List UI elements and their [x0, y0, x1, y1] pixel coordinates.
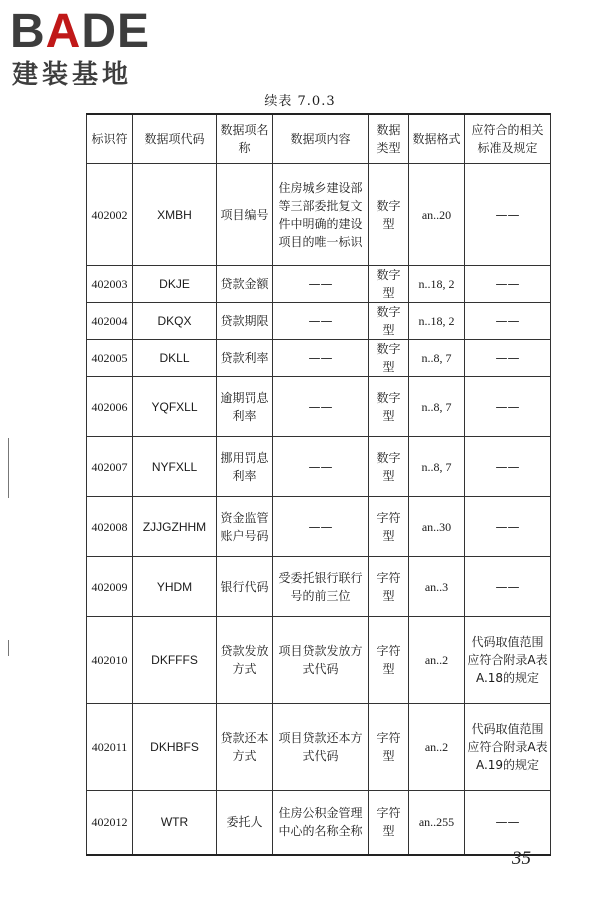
cell-format: an..3: [409, 557, 465, 617]
cell-content: 项目贷款还本方式代码: [273, 704, 369, 791]
header-code: 数据项代码: [133, 114, 217, 164]
cell-standard: 代码取值范围应符合附录A表A.18的规定: [465, 617, 551, 704]
cell-name: 资金监管账户号码: [217, 497, 273, 557]
cell-type: 字符型: [369, 617, 409, 704]
header-content: 数据项内容: [273, 114, 369, 164]
table-row: [87, 497, 551, 557]
table-row: [87, 266, 551, 303]
table-row: [87, 164, 551, 266]
cell-type: 数字型: [369, 164, 409, 266]
header-format: 数据格式: [409, 114, 465, 164]
cell-format: an..20: [409, 164, 465, 266]
header-type: 数据类型: [369, 114, 409, 164]
table-row: [87, 437, 551, 497]
cell-standard: ——: [465, 266, 551, 303]
cell-code: DKHBFS: [133, 704, 217, 791]
cell-name: 逾期罚息利率: [217, 377, 273, 437]
cell-format: n..18, 2: [409, 303, 465, 340]
cell-name: 贷款利率: [217, 340, 273, 377]
cell-standard: ——: [465, 377, 551, 437]
cell-standard: ——: [465, 340, 551, 377]
cell-format: an..2: [409, 617, 465, 704]
margin-mark: [8, 640, 9, 656]
cell-code: DKQX: [133, 303, 217, 340]
cell-name: 贷款金额: [217, 266, 273, 303]
cell-name: 挪用罚息利率: [217, 437, 273, 497]
table-row: [87, 617, 551, 704]
cell-code: YHDM: [133, 557, 217, 617]
cell-standard: ——: [465, 437, 551, 497]
header-name: 数据项名称: [217, 114, 273, 164]
cell-format: n..8, 7: [409, 437, 465, 497]
cell-content: ——: [273, 340, 369, 377]
cell-id: 402007: [87, 437, 133, 497]
cell-content: ——: [273, 377, 369, 437]
cell-format: an..2: [409, 704, 465, 791]
cell-name: 贷款发放方式: [217, 617, 273, 704]
table-row: [87, 340, 551, 377]
cell-code: DKLL: [133, 340, 217, 377]
cell-format: n..18, 2: [409, 266, 465, 303]
logo-subtitle: 建装基地: [12, 60, 133, 90]
cell-id: 402012: [87, 791, 133, 855]
cell-code: NYFXLL: [133, 437, 217, 497]
cell-type: 字符型: [369, 704, 409, 791]
cell-name: 贷款期限: [217, 303, 273, 340]
cell-code: ZJJGZHHM: [133, 497, 217, 557]
cell-standard: ——: [465, 791, 551, 855]
cell-name: 委托人: [217, 791, 273, 855]
cell-code: XMBH: [133, 164, 217, 266]
cell-name: 银行代码: [217, 557, 273, 617]
cell-content: ——: [273, 303, 369, 340]
cell-id: 402006: [87, 377, 133, 437]
cell-type: 数字型: [369, 340, 409, 377]
cell-content: 项目贷款发放方式代码: [273, 617, 369, 704]
cell-id: 402004: [87, 303, 133, 340]
table-row: [87, 557, 551, 617]
logo-wordmark: BADE: [10, 5, 151, 58]
data-spec-table: [86, 113, 551, 856]
cell-content: 住房公积金管理中心的名称全称: [273, 791, 369, 855]
bade-logo: [10, 6, 150, 90]
cell-content: ——: [273, 266, 369, 303]
header-standard: 应符合的相关标准及规定: [465, 114, 551, 164]
page-number: 35: [512, 848, 531, 869]
cell-code: YQFXLL: [133, 377, 217, 437]
cell-code: WTR: [133, 791, 217, 855]
cell-type: 数字型: [369, 266, 409, 303]
cell-content: 受委托银行联行号的前三位: [273, 557, 369, 617]
cell-format: an..30: [409, 497, 465, 557]
table-caption: 续表 7.0.3: [264, 94, 336, 109]
table-header-row: [87, 114, 551, 164]
cell-standard: ——: [465, 497, 551, 557]
cell-type: 数字型: [369, 303, 409, 340]
table-row: [87, 791, 551, 855]
cell-code: DKJE: [133, 266, 217, 303]
cell-name: 项目编号: [217, 164, 273, 266]
table-row: [87, 377, 551, 437]
cell-type: 字符型: [369, 497, 409, 557]
cell-id: 402010: [87, 617, 133, 704]
cell-standard: ——: [465, 303, 551, 340]
cell-content: ——: [273, 437, 369, 497]
table-row: [87, 704, 551, 791]
cell-standard: 代码取值范围应符合附录A表A.19的规定: [465, 704, 551, 791]
cell-id: 402009: [87, 557, 133, 617]
header-id: 标识符: [87, 114, 133, 164]
cell-content: ——: [273, 497, 369, 557]
cell-id: 402002: [87, 164, 133, 266]
cell-type: 数字型: [369, 437, 409, 497]
cell-format: n..8, 7: [409, 377, 465, 437]
margin-mark: [8, 438, 9, 498]
cell-id: 402003: [87, 266, 133, 303]
cell-name: 贷款还本方式: [217, 704, 273, 791]
cell-id: 402008: [87, 497, 133, 557]
table-row: [87, 303, 551, 340]
cell-code: DKFFFS: [133, 617, 217, 704]
cell-type: 字符型: [369, 557, 409, 617]
cell-standard: ——: [465, 557, 551, 617]
cell-content: 住房城乡建设部等三部委批复文件中明确的建设项目的唯一标识: [273, 164, 369, 266]
cell-id: 402011: [87, 704, 133, 791]
cell-id: 402005: [87, 340, 133, 377]
cell-type: 数字型: [369, 377, 409, 437]
cell-format: an..255: [409, 791, 465, 855]
cell-type: 字符型: [369, 791, 409, 855]
cell-standard: ——: [465, 164, 551, 266]
cell-format: n..8, 7: [409, 340, 465, 377]
